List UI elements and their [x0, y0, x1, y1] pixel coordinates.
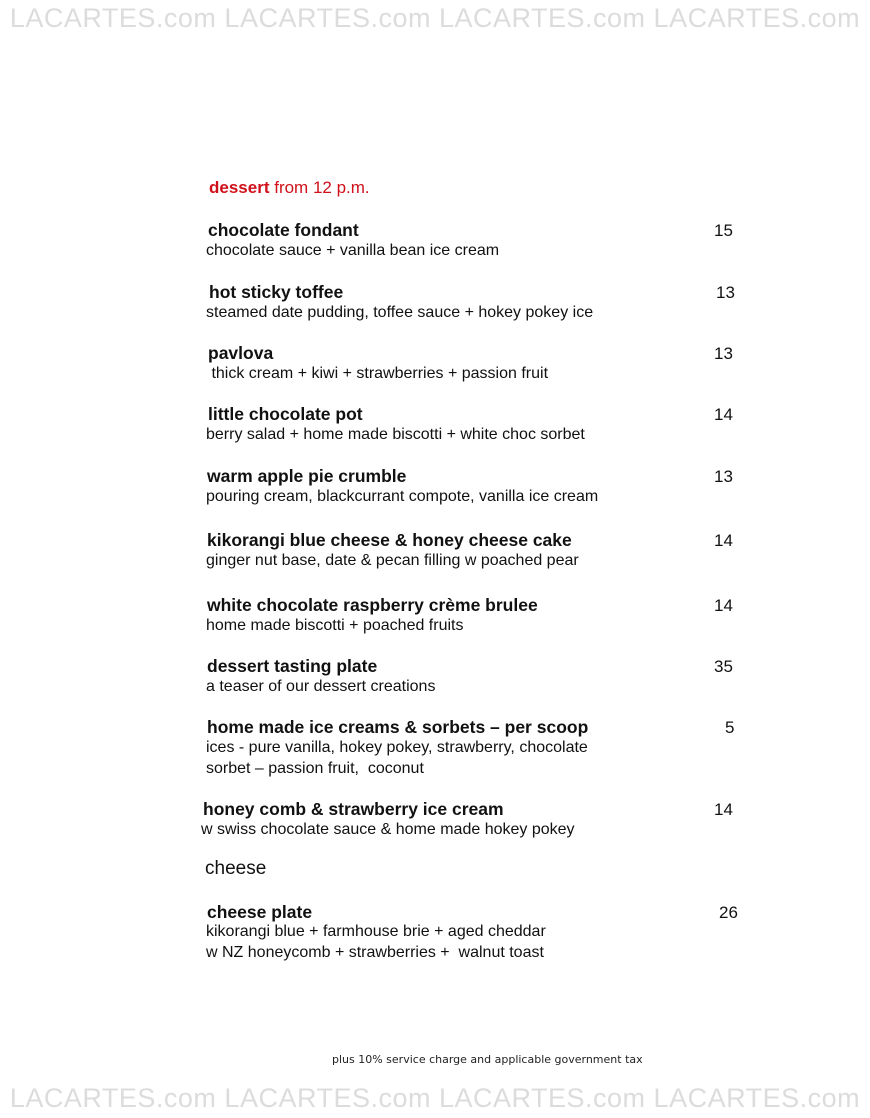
watermark-bottom: LACARTES.com LACARTES.com LACARTES.com LACARTES.com [9, 1083, 861, 1113]
menu-item-price: 15 [714, 221, 733, 240]
dessert-heading-title: dessert [209, 178, 270, 197]
menu-item-description: a teaser of our dessert creations [206, 678, 436, 695]
service-charge-note: plus 10% service charge and applicable government tax [332, 1053, 643, 1066]
menu-item-description: berry salad + home made biscotti + white choc sorbet [206, 426, 585, 443]
menu-item-description: kikorangi blue + farmhouse brie + aged cheddar [206, 923, 546, 940]
menu-item-price: 14 [714, 405, 733, 424]
menu-item-name: cheese plate [207, 902, 313, 922]
menu-item-name: kikorangi blue cheese & honey cheese cake [207, 530, 572, 550]
menu-item-description: steamed date pudding, toffee sauce + hokey pokey ice [206, 304, 594, 321]
menu-item-description: w NZ honeycomb + strawberries + walnut toast [206, 944, 544, 961]
cheese-section-heading: cheese [205, 858, 267, 879]
menu-item-price: 26 [719, 903, 738, 922]
menu-item-price: 14 [714, 531, 733, 550]
menu-item-name: warm apple pie crumble [207, 466, 407, 486]
watermark-top: LACARTES.com LACARTES.com LACARTES.com LACARTES.com [9, 3, 861, 33]
menu-item-name: little chocolate pot [208, 404, 363, 424]
menu-item-price: 13 [714, 344, 733, 363]
menu-item-price: 5 [725, 718, 735, 737]
dessert-section-heading [209, 178, 370, 198]
dessert-heading-subtitle: from 12 p.m. [274, 178, 370, 197]
menu-item-name: pavlova [208, 343, 274, 363]
menu-item-price: 13 [714, 467, 733, 486]
menu-item-price: 14 [714, 596, 733, 615]
menu-item-description: ginger nut base, date & pecan filling w poached pear [206, 552, 579, 569]
menu-item-description: w swiss chocolate sauce & home made hokey pokey [201, 821, 575, 838]
menu-item-price: 35 [714, 657, 733, 676]
menu-item-description: home made biscotti + poached fruits [206, 617, 464, 634]
menu-item-name: dessert tasting plate [207, 656, 378, 676]
menu-item-name: home made ice creams & sorbets – per scoop [207, 717, 589, 737]
menu-item-name: hot sticky toffee [209, 282, 344, 302]
menu-item-description: ices - pure vanilla, hokey pokey, strawberry, chocolate [206, 739, 588, 756]
menu-item-price: 14 [714, 800, 733, 819]
menu-item-price: 13 [716, 283, 735, 302]
menu-item-description: pouring cream, blackcurrant compote, vanilla ice cream [206, 488, 599, 505]
menu-item-name: honey comb & strawberry ice cream [203, 799, 504, 819]
menu-item-name: white chocolate raspberry crème brulee [207, 595, 538, 615]
menu-item-description: chocolate sauce + vanilla bean ice cream [206, 242, 500, 259]
menu-item-description: sorbet – passion fruit, coconut [206, 760, 424, 777]
menu-item-description: thick cream + kiwi + strawberries + passion fruit [207, 365, 549, 382]
menu-item-name: chocolate fondant [208, 220, 359, 240]
